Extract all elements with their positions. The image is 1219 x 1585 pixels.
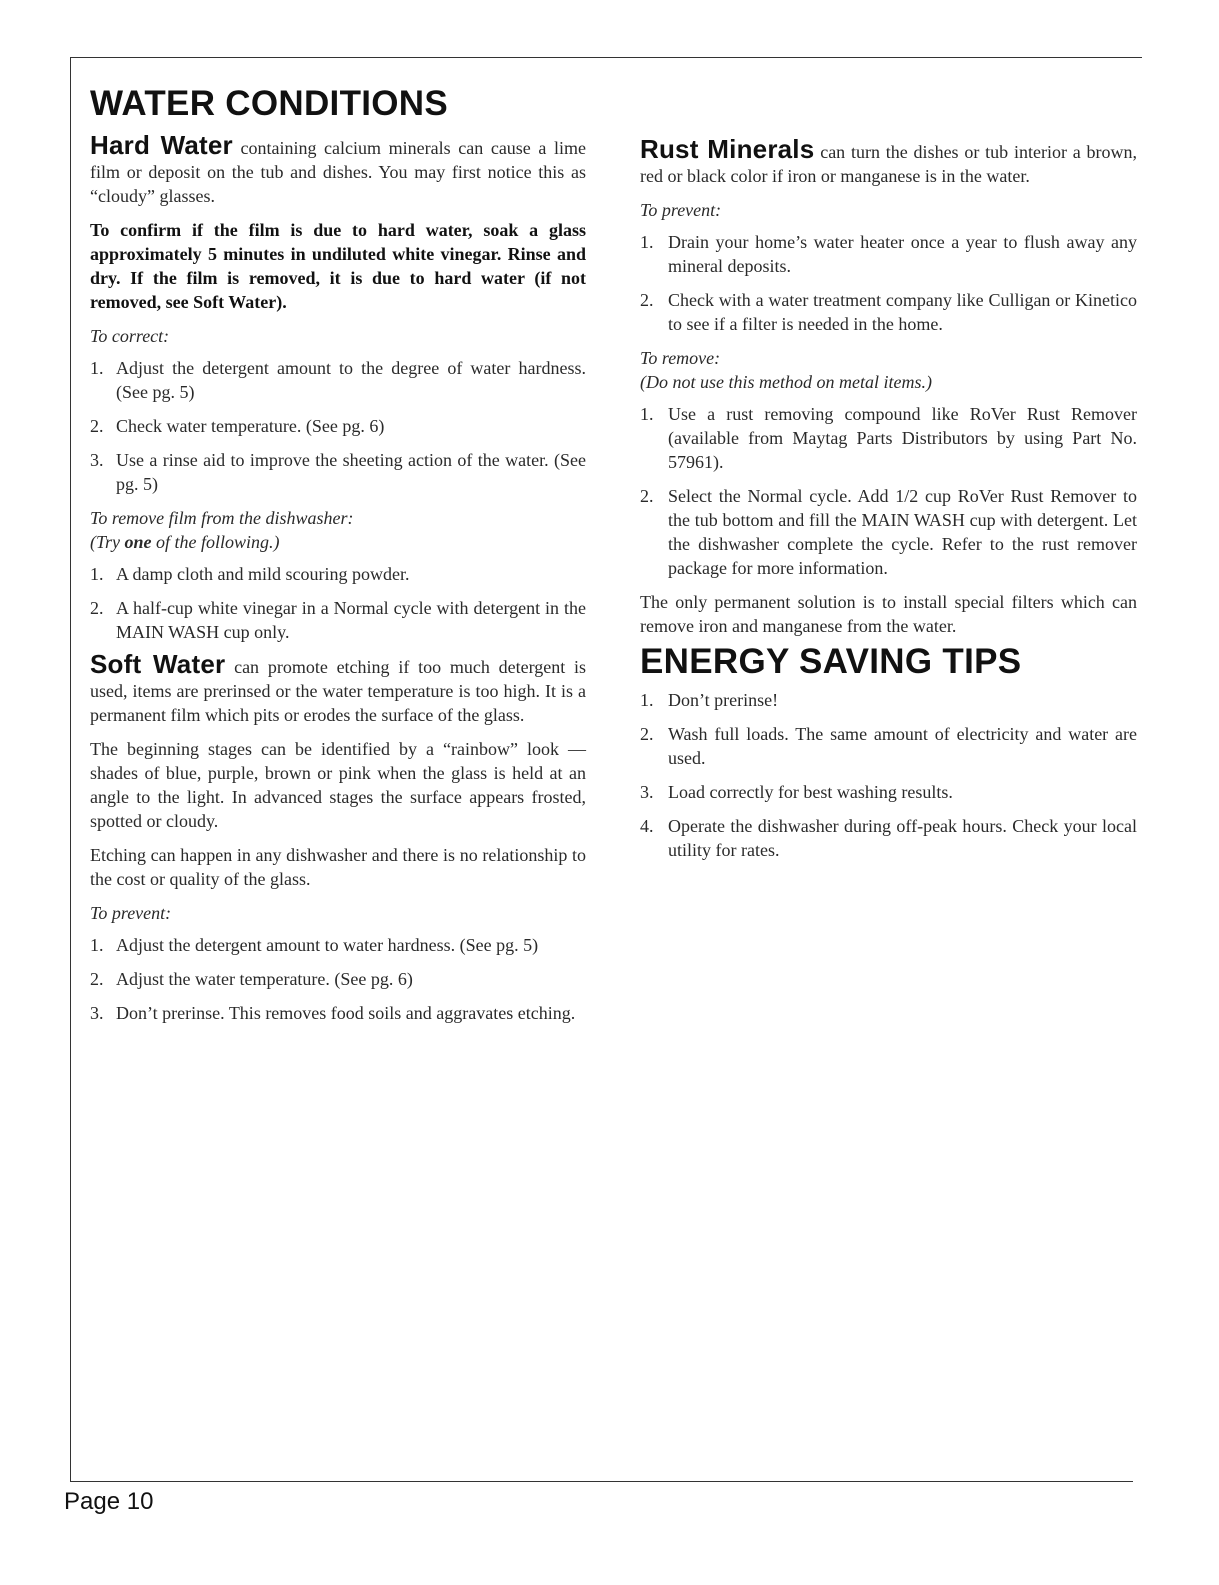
try-note-suffix: of the following.) [151,532,280,552]
list-text: Check with a water treatment company like Culligan or Kinetico to see if a filter is needed in the home. [668,290,1137,334]
list-text: Wash full loads. The same amount of electricity and water are used. [668,724,1137,768]
list-number: 1. [90,935,104,955]
rust-prevent-heading: To prevent: [640,200,722,220]
list-number: 2. [90,969,104,989]
rust-minerals-intro-text: can turn the dishes or tub interior a brown, red or black color if iron or manganese is in the water. [640,142,1138,186]
soft-water-prevent-heading: To prevent: [90,903,172,923]
list-text: Adjust the detergent amount to water hardness. (See pg. 5) [116,935,539,955]
list-number: 1. [640,232,654,252]
list-text: Adjust the water temperature. (See pg. 6) [116,969,413,989]
rust-minerals-heading: Rust Minerals [640,134,815,164]
try-note-prefix: (Try [90,532,125,552]
list-number: 2. [640,486,654,506]
rust-prevent-list [640,230,1137,336]
right-column [640,134,1138,872]
list-text: Don’t prerinse! [668,690,779,710]
hard-water-remove-list [90,562,586,644]
page-title: WATER CONDITIONS [90,84,449,123]
list-item [640,814,1137,862]
list-text: Drain your home’s water heater once a year to flush away any mineral deposits. [668,232,1137,276]
list-item [90,562,586,586]
list-text: Select the Normal cycle. Add 1/2 cup RoVer Rust Remover to the tub bottom and fill the MAIN WASH cup with detergent. Let the dishwasher complete the cycle. Refer to the rust remover package for more information. [668,486,1137,578]
page-frame-top-rule [70,57,1142,58]
hard-water-correct-list [90,356,586,496]
hard-water-heading: Hard Water [90,130,233,160]
list-item [640,484,1137,580]
list-number: 2. [640,290,654,310]
list-item [640,402,1137,474]
list-number: 2. [90,598,104,618]
try-note-emphasis: one [124,532,152,552]
hard-water-correct-heading: To correct: [90,326,170,346]
list-text: Adjust the detergent amount to the degree of water hardness. (See pg. 5) [116,358,586,402]
list-item [90,596,586,644]
list-number: 1. [640,404,654,424]
left-column [90,130,587,1035]
page-frame-bottom-rule [70,1481,1133,1482]
soft-water-paragraph-3: Etching can happen in any dishwasher and there is no relationship to the cost or quality of the glass. [90,845,586,889]
list-text: Don’t prerinse. This removes food soils and aggravates etching. [116,1003,576,1023]
list-number: 1. [640,690,654,710]
hard-water-intro [90,130,587,208]
hard-water-confirm: To confirm if the film is due to hard water, soak a glass approximately 5 minutes in undiluted white vinegar. Rinse and dry. If the film is removed, it is due to hard water (if not removed, see Soft Water). [90,220,586,312]
energy-section-title: ENERGY SAVING TIPS [640,642,1022,681]
list-text: Use a rust removing compound like RoVer Rust Remover (available from Maytag Parts Distributors by using Part No. 57961). [668,404,1137,472]
list-item [640,688,1137,712]
list-item [90,967,586,991]
rust-closing-paragraph: The only permanent solution is to install special filters which can remove iron and manganese from the water. [640,592,1137,636]
rust-remove-heading: To remove: [640,348,721,368]
page-number: Page 10 [64,1488,154,1515]
list-number: 2. [640,724,654,744]
list-number: 2. [90,416,104,436]
list-number: 3. [90,450,104,470]
list-number: 1. [90,358,104,378]
list-text: A damp cloth and mild scouring powder. [116,564,410,584]
soft-water-heading: Soft Water [90,649,226,679]
list-item [640,230,1137,278]
rust-remove-list [640,402,1137,580]
hard-water-intro-text: containing calcium minerals can cause a lime film or deposit on the tub and dishes. You may first notice this as “cloudy” glasses. [90,138,587,206]
hard-water-remove-heading: To remove film from the dishwasher: [90,508,354,528]
soft-water-intro-text: can promote etching if too much detergent is used, items are prerinsed or the water temperature is too high. It is a permanent film which pits or erodes the surface of the glass. [90,657,587,725]
list-item [90,933,586,957]
list-item [640,780,1137,804]
rust-minerals-intro [640,134,1138,188]
list-number: 3. [640,782,654,802]
list-item [90,356,586,404]
list-item [90,414,586,438]
energy-tips-list [640,688,1137,862]
soft-water-intro [90,649,587,727]
list-text: Load correctly for best washing results. [668,782,953,802]
list-number: 3. [90,1003,104,1023]
page-frame-left-rule [70,57,71,1481]
list-text: A half-cup white vinegar in a Normal cycle with detergent in the MAIN WASH cup only. [116,598,586,642]
list-item [640,722,1137,770]
list-text: Operate the dishwasher during off-peak hours. Check your local utility for rates. [668,816,1137,860]
list-item [90,448,586,496]
list-number: 4. [640,816,654,836]
energy-title-wrap [640,642,1137,681]
list-item [90,1001,586,1025]
list-text: Check water temperature. (See pg. 6) [116,416,385,436]
soft-water-paragraph-2: The beginning stages can be identified by a “rainbow” look — shades of blue, purple, brown or pink when the glass is held at an angle to the light. In advanced stages the surface appears frosted, spotted or cloudy. [90,739,586,831]
list-number: 1. [90,564,104,584]
rust-remove-note: (Do not use this method on metal items.) [640,372,932,392]
hard-water-try-note [90,530,586,554]
soft-water-prevent-list [90,933,586,1025]
list-text: Use a rinse aid to improve the sheeting action of the water. (See pg. 5) [116,450,586,494]
list-item [640,288,1137,336]
